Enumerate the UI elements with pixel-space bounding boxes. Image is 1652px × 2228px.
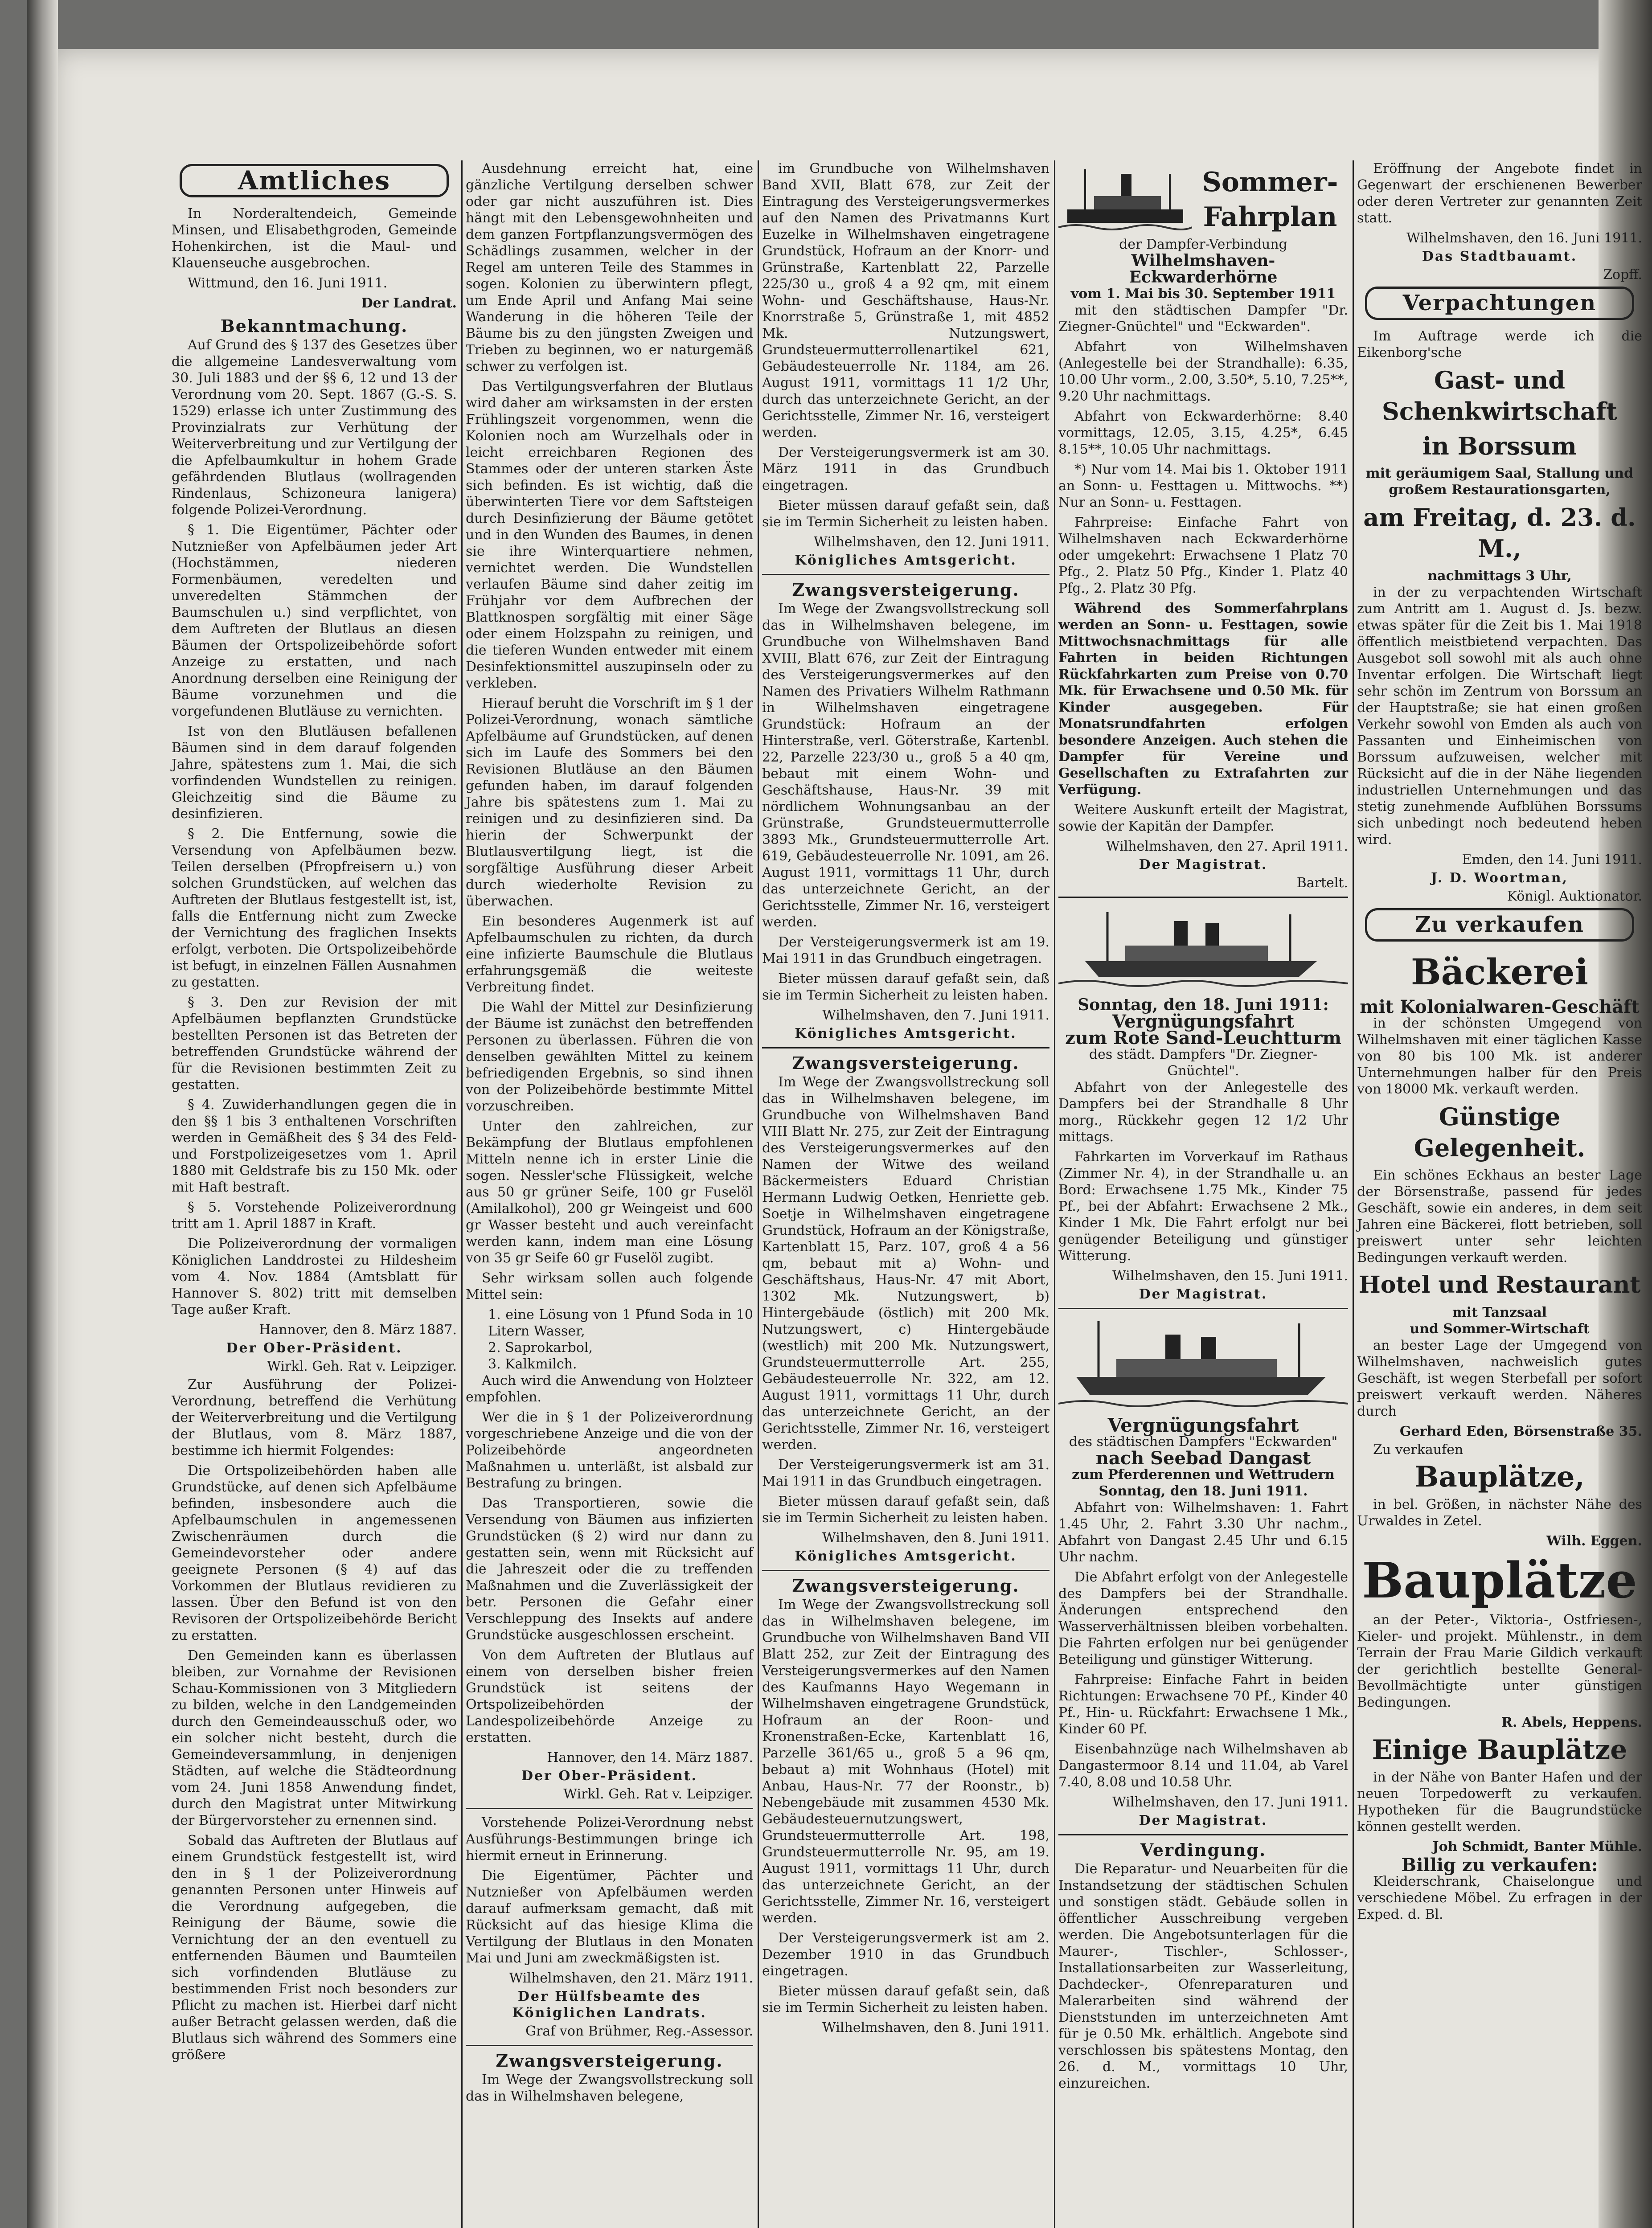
ad-headline: Gast- und Schenkwirtschaft	[1381, 366, 1618, 426]
excursion-date: Sonntag, den 18. Juni 1911:	[1078, 995, 1329, 1014]
list-item: 3. Kalkmilch.	[488, 1356, 577, 1372]
excursion-title: Vergnügungsfahrt	[1112, 1011, 1295, 1032]
notice-text: Auf Grund des § 137 des Gesetzes über die allgemeine Landesverwaltung vom 30. Juli 1883 und der §§ 6, 12 und 13 der Verordnung vom 20. Sept. 1867 (G.-S. S. 1529) erlasse ich unter Zustimmung des Provinzialrats zur Verhütung der Weiterverbreitung und zur Vertilgung der die Apfelbaumkultur in hohem Grade gefährdenden Blutlaus (wollragenden Rindenlaus, Schizoneura lanigera) folgende Polizei-Verordnung.	[172, 337, 457, 518]
place-date: Wilhelmshaven, den 17. Juni 1911.	[1112, 1794, 1348, 1810]
signature: Der Ober-Präsident.	[226, 1340, 402, 1356]
place-date: Hannover, den 8. März 1887.	[259, 1322, 457, 1338]
divider	[762, 574, 1049, 575]
signature: R. Abels, Heppens.	[1501, 1715, 1642, 1730]
excursion-destination: zum Rote Sand-Leuchtturm	[1065, 1028, 1341, 1048]
paragraph: Die Polizeiverordnung der vormaligen Königlichen Landdrostei zu Hildesheim vom 4. Nov. 1884 (Amtsblatt für Hannover S. 802) tritt mit demselben Tage außer Kraft.	[172, 1236, 457, 1318]
column-3	[762, 160, 1049, 2228]
steamship-illustration	[1058, 1315, 1348, 1413]
divider	[466, 2045, 753, 2046]
paragraph: Abfahrt von der Anlegestelle des Dampfers bei der Strandhalle 8 Uhr morg., Rückkehr gegen 12 1/2 Uhr mittags.	[1058, 1080, 1348, 1145]
section-header-verpachtungen: Verpachtungen	[1365, 287, 1634, 320]
column-rule	[1054, 160, 1055, 2228]
paragraph: Fahrpreise: Einfache Fahrt in beiden Richtungen: Erwachsene 70 Pf., Kinder 40 Pf., Hin- u. Rückfahrt: Erwachsene 1 Mk., Kinder 60 Pf.	[1058, 1672, 1348, 1737]
paragraph: Die Wahl der Mittel zur Desinfizierung der Bäume ist zunächst den betreffenden Personen zu überlassen. Führen die von denselben gewählten Mittel zu keinem befriedigenden Ergebnis, so sind ihnen von der Polizeibehörde bestimmte Mittel vorzuschreiben.	[466, 999, 753, 1114]
paragraph: im Grundbuche von Wilhelmshaven Band XVII, Blatt 678, zur Zeit der Eintragung des Versteigerungsvermerkes auf den Namen des Privatmanns Kurt Euzelke in Wilhelmshaven eingetragene Grundstück, Hofraum an der Knorr- und Grünstraße, Kartenblatt 22, Parzelle 225/30 u., groß 4 a 92 qm, mit einem Wohn- und Geschäftshause, Haus-Nr. Knorrstraße 5, Grünstraße 1, mit 4852 Mk. Nutzungswert, Grundsteuermutterrollenartikel 621, Gebäudesteuerrolle Nr. 1184, am 26. August 1911, vormittags 11 1/2 Uhr, durch das unterzeichnete Gericht, an der Gerichtsstelle, Zimmer Nr. 16, versteigert werden.	[762, 161, 1049, 440]
paragraph: Der Versteigerungsvermerk ist am 2. Dezember 1910 in das Grundbuch eingetragen.	[762, 1930, 1049, 1979]
list-item: 2. Saprokarbol,	[488, 1340, 593, 1356]
timetable-title-line2: Fahrplan	[1203, 201, 1337, 233]
divider	[1058, 1834, 1348, 1835]
paragraph: Ein schönes Eckhaus an bester Lage der Börsenstraße, passend für jedes Geschäft, sowie ein anderes, in dem seit Jahren eine Bäckerei, flott betrieben, soll preiswert unter sehr leichten Bedingungen verkauft werden.	[1357, 1167, 1642, 1266]
place-date: Wilhelmshaven, den 12. Juni 1911.	[813, 534, 1049, 550]
ad-subline: mit geräumigem Saal, Stallung und großem Restaurationsgarten,	[1365, 466, 1634, 498]
notice-heading: Zwangsversteigerung.	[496, 2051, 723, 2071]
paragraph: Die Ortspolizeibehörden haben alle Grundstücke, auf denen sich Apfelbäume befinden, insbesondere auch die Apfelbaumschulen in angemessenen Zwischenräumen durch die Gemeindevorsteher oder andere geeignete Personen (§ 4) auf das Vorkommen der Blutlaus revidieren zu lassen. Über den Befund ist von den Revisoren der Ortspolizeibehörde Bericht zu erstatten.	[172, 1463, 457, 1643]
ad-subline: mit Kolonialwaren-Geschäft	[1360, 996, 1640, 1017]
signature: Das Stadtbauamt.	[1422, 249, 1578, 264]
column-5	[1357, 160, 1642, 2228]
timetable-sub: der Dampfer-Verbindung	[1119, 237, 1287, 252]
signature: Der Hülfsbeamte des Königlichen Landrats.	[512, 1989, 707, 2021]
paragraph: § 3. Den zur Revision der mit Apfelbäumen bepflanzten Grundstücke bestellten Personen ist das Betreten der betreffenden Grundstücke während der für die Revisionen bestimmten Zeit zu gestatten.	[172, 995, 457, 1093]
divider	[762, 1047, 1049, 1048]
paragraph: Der Versteigerungsvermerk ist am 30. März 1911 in das Grundbuch eingetragen.	[762, 445, 1049, 493]
paragraph: Auch wird die Anwendung von Holzteer empfohlen.	[466, 1373, 753, 1405]
column-rule	[758, 160, 759, 2228]
place-date: Wilhelmshaven, den 8. Juni 1911.	[822, 1530, 1049, 1546]
signature: Wilh. Eggen.	[1546, 1533, 1642, 1549]
paragraph: mit den städtischen Dampfer "Dr. Ziegner-Gnüchtel" und "Eckwarden".	[1058, 303, 1348, 335]
ad-headline: Billig zu verkaufen:	[1401, 1855, 1598, 1876]
paragraph: Im Wege der Zwangsvollstreckung soll das in Wilhelmshaven belegene,	[466, 2072, 753, 2104]
signature: Joh Schmidt, Banter Mühle.	[1432, 1839, 1642, 1855]
signature: Gerhard Eden, Börsenstraße 35.	[1399, 1424, 1642, 1439]
ad-subline: und Sommer-Wirtschaft	[1410, 1321, 1590, 1337]
paragraph: Bieter müssen darauf gefaßt sein, daß sie im Termin Sicherheit zu leisten haben.	[762, 1983, 1049, 2015]
ad-headline: Bauplätze,	[1414, 1460, 1585, 1494]
paragraph: Im Wege der Zwangsvollstreckung soll das in Wilhelmshaven belegene, im Grundbuche von Wilhelmshaven Band XVIII, Blatt 676, zur Zeit der Eintragung des Versteigerungsvermerkes auf den Namen des Privatiers Wilhelm Rathmann in Wilhelmshaven eingetragene Grundstück: Hofraum an der Hinterstraße, verl. Göterstraße, Kartenbl. 22, Parzelle 223/30 u., groß 5 a 40 qm, bebaut mit einem Wohn- und Geschäftshause, Haus-Nr. 39 mit nördlichem Wohnungsanbau an der Grünstraße, Grundsteuermutterrolle 3893 Mk., Grundsteuermutterrolle Art. 619, Gebäudesteuerrolle Nr. 1091, am 26. August 1911, vormittags 11 Uhr, durch das unterzeichnete Gericht, an der Gerichtsstelle, Zimmer Nr. 16, versteigert werden.	[762, 601, 1049, 930]
paragraph: Zur Ausführung der Polizei-Verordnung, betreffend die Verhütung der Weiterverbreitung und die Vertilgung der Blutlaus, vom 8. März 1887, bestimme ich hiermit Folgendes:	[172, 1377, 457, 1458]
paragraph: Fahrkarten im Vorverkauf im Rathaus (Zimmer Nr. 4), in der Strandhalle u. an Bord: Erwachsene 1.75 Mk., Kinder 75 Pf., bei der Abfahrt: Erwachsene 2 Mk., Kinder 1 Mk. Die Fahrt erfolgt nur bei genügender Beteiligung und günstiger Witterung.	[1058, 1149, 1348, 1264]
notice-heading: Zwangsversteigerung.	[792, 1576, 1020, 1596]
paragraph: Sobald das Auftreten der Blutlaus auf einem Grundstück festgestellt ist, wird den in § 1 der Polizeiverordnung genannten Personen unter Hinweis auf die Verordnung aufgegeben, die Reinigung der Bäume, sowie die Vernichtung der an den eventuell zu entfernenden Bäumen und Baumteilen sich vorfindenden Blutläuse zu bestimmenden Frist noch besonders zur Pflicht zu machen ist. Hierbei darf nicht außer Betracht gelassen werden, daß die Blutlaus sich während des Sommers eine größere	[172, 1833, 457, 2063]
paragraph: § 5. Vorstehende Polizeiverordnung tritt am 1. April 1887 in Kraft.	[172, 1200, 457, 1232]
paragraph: Sehr wirksam sollen auch folgende Mittel sein:	[466, 1270, 753, 1302]
place-date: Hannover, den 14. März 1887.	[547, 1750, 753, 1765]
notice-heading: Zwangsversteigerung.	[792, 1053, 1020, 1073]
excursion-vessel: des städt. Dampfers "Dr. Ziegner-Gnüchtel".	[1089, 1047, 1318, 1079]
paragraph: Den Gemeinden kann es überlassen bleiben, zur Vornahme der Revisionen Schau-Kommissionen von 3 Mitgliedern zu bilden, welche in den Landgemeinden durch den Gemeindeausschuß oder, wo ein solcher nicht besteht, durch die Gemeindeversammlung, in denjenigen Städten, auf welche die Städteordnung vom 24. Juni 1858 Anwendung findet, durch den Magistrat unter Mitwirkung der Bürgervorsteher zu ernennen sind.	[172, 1648, 457, 1828]
signature-name: Wirkl. Geh. Rat v. Leipziger.	[267, 1359, 457, 1374]
paragraph: Bieter müssen darauf gefaßt sein, daß sie im Termin Sicherheit zu leisten haben.	[762, 1494, 1049, 1526]
notice-heading: Bekanntmachung.	[220, 316, 408, 336]
column-2	[466, 160, 753, 2228]
column-rule	[461, 160, 463, 2228]
paragraph: Abfahrt von: Wilhelmshaven: 1. Fahrt 1.45 Uhr, 2. Fahrt 3.30 Uhr nachm., Abfahrt von Dangast 2.45 Uhr und 6.15 Uhr nachm.	[1058, 1500, 1348, 1565]
ad-date: am Freitag, d. 23. d. M.,	[1363, 503, 1636, 563]
paragraph: Weitere Auskunft erteilt der Magistrat, sowie der Kapitän der Dampfer.	[1058, 802, 1348, 834]
paragraph: an bester Lage der Umgegend von Wilhelmshaven, nachweislich gutes Geschäft, ist wegen Sterbefall per sofort preiswert verkauft werden. Näheres durch	[1357, 1338, 1642, 1419]
signature: Der Ober-Präsident.	[521, 1768, 698, 1784]
remedy-list	[466, 1306, 753, 1372]
paragraph: Abfahrt von Wilhelmshaven (Anlegestelle bei der Strandhalle): 6.35, 10.00 Uhr vorm., 2.00, 3.50*, 5.10, 7.25**, 9.20 Uhr nachmittags.	[1058, 339, 1348, 404]
paragraph: Abfahrt von Eckwarderhörne: 8.40 vormittags, 12.05, 3.15, 4.25*, 6.45 8.15**, 10.05 Uhr nachmittags.	[1058, 409, 1348, 457]
divider	[1058, 1308, 1348, 1309]
excursion-title: Vergnügungsfahrt	[1107, 1414, 1299, 1436]
signature: Der Magistrat.	[1139, 1286, 1268, 1302]
ad-headline: Bauplätze	[1362, 1552, 1637, 1609]
newspaper-content	[172, 160, 1642, 2228]
paragraph: Im Wege der Zwangsvollstreckung soll das in Wilhelmshaven belegene, im Grundbuche von Wilhelmshaven Band VIII Blatt Nr. 275, zur Zeit der Eintragung des Versteigerungsvermerkes auf den Namen der Witwe des weiland Bäckermeisters Eduard Christian Hermann Ludwig Oetken, Henriette geb. Soetje in Wilhelmshaven eingetragene Grundstück, Hofraum an der Königstraße, Kartenblatt 15, Parz. 107, groß 4 a 56 qm, bebaut mit a) Wohn- und Geschäftshaus, Haus-Nr. 47 mit Abort, 1302 Mk. Nutzungswert, b) Hintergebäude (östlich) mit 200 Mk. Nutzungswert, c) Hintergebäude (westlich) mit 200 Mk. Nutzungswert, Grundsteuermutterrolle Art. 255, Gebäudesteuerrolle Nr. 322, am 12. August 1911, vormittags 11 Uhr, durch das unterzeichnete Gericht, an der Gerichtsstelle, Zimmer Nr. 16, versteigert werden.	[762, 1074, 1049, 1453]
signature: Königliches Amtsgericht.	[795, 1026, 1017, 1041]
steamship-icon	[1058, 160, 1192, 236]
signature-name: Wirkl. Geh. Rat v. Leipziger.	[563, 1786, 753, 1802]
ad-headline: Günstige Gelegenheit.	[1414, 1102, 1586, 1162]
excursion-vessel: des städtischen Dampfers "Eckwarden"	[1069, 1434, 1338, 1450]
paragraph: Bieter müssen darauf gefaßt sein, daß sie im Termin Sicherheit zu leisten haben.	[762, 498, 1049, 530]
notice-signature: Der Landrat.	[361, 295, 457, 311]
timetable-route: Wilhelmshaven-Eckwarderhörne	[1129, 251, 1278, 287]
ad-subline: mit Tanzsaal	[1452, 1305, 1547, 1320]
paragraph: in der Nähe von Banter Hafen und der neuen Torpedowerft zu verkaufen. Hypotheken für die Baugrundstücke können gestellt werden.	[1357, 1769, 1642, 1835]
divider	[1058, 897, 1348, 898]
paragraph: Das Vertilgungsverfahren der Blutlaus wird daher am wirksamsten in der ersten Frühlingszeit vorgenommen, wenn die Kolonien noch am Wurzelhals oder in leicht erreichbaren Regionen des Stammes oder der unteren starken Äste sich befinden. Es ist wichtig, daß die überwinterten Tiere vor dem Saftsteigen durch Desinfizierung der Bäume getötet und in den Wunden des Baumes, in denen sie ihre Winterquartiere nehmen, vernichtet werden. Die Wundstellen verlaufen Bäume sind daher zeitig im Frühjahr vor dem Aufbrechen der Blattknospen sorgfältig mit einer Säge oder einem Holzspahn zu reinigen, und die tieferen Wunden entweder mit einem Desinfektionsmittel auszupinseln oder zu verkleben.	[466, 379, 753, 691]
paragraph: Kleiderschrank, Chaiselongue und verschiedene Möbel. Zu erfragen in der Exped. d. Bl.	[1357, 1874, 1642, 1922]
place-date: Wilhelmshaven, den 27. April 1911.	[1106, 839, 1348, 854]
place-date: Wilhelmshaven, den 8. Juni 1911.	[822, 2020, 1049, 2036]
paragraph: Von dem Auftreten der Blutlaus auf einem von derselben bisher freien Grundstück ist seitens der Ortspolizeibehörden der Landespolizeibehörde Anzeige zu erstatten.	[466, 1647, 753, 1745]
signature-name: Bartelt.	[1296, 875, 1348, 891]
section-header-amtliches: Amtliches	[180, 164, 449, 197]
paragraph: Ein besonderes Augenmerk ist auf Apfelbaumschulen zu richten, da durch eine infizierte Baumschule die Blutlaus erfahrungsgemäß die weiteste Verbreitung findet.	[466, 913, 753, 995]
signature-name: Königl. Auktionator.	[1507, 889, 1642, 904]
signature: Der Magistrat.	[1139, 1813, 1268, 1828]
paragraph: Die Eigentümer, Pächter und Nutznießer von Apfelbäumen werden darauf aufmerksam gemacht, daß mit Rücksicht auf das hiesige Klima die Vertilgung der Blutlaus in den Monaten Mai und Juni am zweckmäßigsten ist.	[466, 1868, 753, 1966]
place-date: Emden, den 14. Juni 1911.	[1462, 852, 1642, 868]
paragraph: § 2. Die Entfernung, sowie die Versendung von Apfelbäumen bezw. Teilen derselben (Pfropfreisern u.) von solchen Grundstücken, auf welchen das Auftreten der Blutlaus festgestellt ist, ist, falls die Entfernung nicht zum Zwecke der Vernichtung des fraglichen Insekts erfolgt, verboten. Die Ortspolizeibehörde ist befugt, in einzelnen Fällen Ausnahmen zu gestatten.	[172, 826, 457, 990]
notice-text: In Norderaltendeich, Gemeinde Minsen, und Elisabethgroden, Gemeinde Hohenkirchen, ist die Maul- und Klauenseuche ausgebrochen.	[172, 206, 457, 271]
signature: J. D. Woortman,	[1431, 870, 1568, 886]
excursion-date: Sonntag, den 18. Juni 1911.	[1099, 1483, 1308, 1499]
notice-place: Wittmund, den 16. Juni 1911.	[188, 275, 388, 291]
signature: Königliches Amtsgericht.	[795, 553, 1017, 568]
paragraph: Im Wege der Zwangsvollstreckung soll das in Wilhelmshaven belegene, im Grundbuche von Wilhelmshaven Band VII Blatt 252, zur Zeit der Eintragung des Versteigerungsvermerkes auf den Namen des Kaufmanns Hayo Wegemann in Wilhelmshaven eingetragene Grundstück, Hofraum an der Roon- und Kronenstraßen-Ecke, Kartenblatt 16, Parzelle 361/65 u., groß 5 a 96 qm, bebaut a) mit Wohnhaus (Hotel) mit Anbau, Haus-Nr. 77 der Roonstr., b) Nebengebäude mit zusammen 4530 Mk. Gebäudesteuernutzungswert, Grundsteuermutterrolle Art. 198, Grundsteuermutterrolle Nr. 95, am 19. August 1911, vormittags 11 Uhr, durch das unterzeichnete Gericht, an der Gerichtsstelle, Zimmer Nr. 16, versteigert werden.	[762, 1597, 1049, 1926]
notice-heading: Verdingung.	[1140, 1840, 1267, 1860]
binding-spine	[27, 0, 58, 2228]
paragraph: *) Nur vom 14. Mai bis 1. Oktober 1911 an Sonn- u. Festtagen u. Mittwochs. **) Nur an Sonn- u. Festtagen.	[1058, 462, 1348, 510]
ad-time: nachmittags 3 Uhr,	[1427, 568, 1572, 584]
excursion-destination: nach Seebad Dangast	[1095, 1448, 1311, 1469]
timetable-header	[1058, 160, 1348, 236]
paragraph: Ausdehnung erreicht hat, eine gänzliche Vertilgung derselben schwer oder gar nicht auszuführen ist. Dies hängt mit den Lebensgewohnheiten und dem ganzen Fortpflanzungsvermögen des Schädlings zusammen, welcher in der Regel am unteren Teile des Stammes in sogen. Kolonien zu überwintern pflegt, um Ende April und Anfang Mai seine Wanderung in die höheren Teile der Bäume bis zu den jüngsten Zweigen und Trieben zu beginnen, wo er naturgemäß schwer zu verfolgen ist.	[466, 161, 753, 374]
timetable-dates: vom 1. Mai bis 30. September 1911	[1070, 286, 1336, 302]
paragraph: Die Reparatur- und Neuarbeiten für die Instandsetzung der städtischen Schulen und sonstigen städt. Gebäude sollen in öffentlicher Ausschreibung vergeben werden. Die Angebotsunterlagen für die Maurer-, Tischler-, Schlosser-, Installationsarbeiten zur Wasserleitung, Dachdecker-, Ofenreparaturen und Malerarbeiten sind während der Dienststunden im unterzeichneten Amt für je 0.50 Mk. erhältlich. Angebote sind verschlossen bis spätestens Montag, den 26. d. M., vormittags 10 Uhr, einzureichen.	[1058, 1861, 1348, 2091]
paragraph: Wer die in § 1 der Polizeiverordnung vorgeschriebene Anzeige und die von der Polizeibehörde angeordneten Maßnahmen u. unterläßt, ist alsbald zur Bestrafung zu bringen.	[466, 1409, 753, 1491]
column-1	[172, 160, 457, 2228]
ad-headline: Bäckerei	[1411, 951, 1588, 993]
signature: Der Magistrat.	[1139, 857, 1268, 872]
paragraph: Eröffnung der Angebote findet in Gegenwart der erschienenen Bewerber oder deren Vertreter zur genannten Zeit statt.	[1357, 161, 1642, 226]
paragraph: § 1. Die Eigentümer, Pächter oder Nutznießer von Apfelbäumen jeder Art (Hochstämmen, niederen Formenbäumen, veredelten und unveredelten Stämmchen der Baumschulen u.) sind verpflichtet, von dem Auftreten der Blutlaus an diesen Bäumen der Ortspolizeibehörde sofort Anzeige zu erstatten, und nach Anordnung derselben eine Reinigung der Bäume vorzunehmen und die vorgefundenen Blutläuse zu vernichten.	[172, 522, 457, 719]
ad-headline: Einige Bauplätze	[1372, 1734, 1627, 1765]
place-date: Wilhelmshaven, den 15. Juni 1911.	[1112, 1268, 1348, 1284]
paragraph: Das Transportieren, sowie die Versendung von Bäumen aus infizierten Grundstücken (§ 2) wird nur dann zu gestatten sein, wenn mit Rücksicht auf die Jahreszeit oder die zu treffenden Maßnahmen und die Zuverlässigkeit der betr. Personen die Gefahr einer Verschleppung des Insekts auf andere Grundstücke ausgeschlossen erscheint.	[466, 1495, 753, 1643]
divider	[762, 1570, 1049, 1571]
notice-heading: Zwangsversteigerung.	[792, 580, 1020, 600]
place-date: Wilhelmshaven, den 16. Juni 1911.	[1406, 230, 1642, 246]
signature: Königliches Amtsgericht.	[795, 1548, 1017, 1564]
section-header-zu-verkaufen: Zu verkaufen	[1365, 908, 1634, 942]
timetable-title-line1: Sommer-	[1202, 167, 1338, 198]
paragraph: Im Auftrage werde ich die Eikenborg'sche	[1357, 328, 1642, 360]
paragraph: an der Peter-, Viktoria-, Ostfriesen-, Kieler- und projekt. Mühlenstr., in dem Terrain der Frau Marie Gildich verkauft der gerichtlich bestellte General-Bevollmächtigte unter günstigen Bedingungen.	[1357, 1612, 1642, 1710]
signature-name: Zopff.	[1603, 267, 1642, 283]
paragraph: Eisenbahnzüge nach Wilhelmshaven ab Dangastermoor 8.14 und 11.04, ab Varel 7.40, 8.08 und 10.58 Uhr.	[1058, 1741, 1348, 1790]
paragraph: Unter den zahlreichen, zur Bekämpfung der Blutlaus empfohlenen Mitteln nenne ich in erster Linie die sogen. Nessler'sche Flüssigkeit, welche aus 50 gr grüner Seife, 100 gr Fuselöl (Amilalkohol), 200 gr Weingeist und 600 gr Wasser besteht und auch vereinfacht werden kann, indem man eine Lösung von 35 gr Seife 60 gr Fuselöl zugibt.	[466, 1118, 753, 1266]
paragraph: § 4. Zuwiderhandlungen gegen die in den §§ 1 bis 3 enthaltenen Vorschriften werden in Gemäßheit des § 34 des Feld- und Forstpolizeigesetzes vom 1. April 1880 mit Geldstrafe bis zu 150 Mk. oder mit Haft bestraft.	[172, 1097, 457, 1195]
paragraph: Ist von den Blutläusen befallenen Bäumen sind in dem darauf folgenden Jahre, spätestens zum 1. Mai, die sich vorfindenden Wundstellen zu reinigen. Gleichzeitig sind die Bäume zu desinfizieren.	[172, 724, 457, 822]
steamship-illustration	[1058, 903, 1348, 992]
paragraph: in der schönsten Umgegend von Wilhelmshaven mit einer täglichen Kasse von 80 bis 100 Mk. ist anderer Unternehmungen halber für den Preis von 18000 Mk. verkauft werden.	[1357, 1016, 1642, 1097]
paragraph: Fahrpreise: Einfache Fahrt von Wilhelmshaven nach Eckwarderhörne oder umgekehrt: Erwachsene 1 Platz 70 Pfg., 2. Platz 50 Pfg., Kinder 1. Platz 40 Pfg., 2. Platz 30 Pfg.	[1058, 515, 1348, 596]
ad-headline: Hotel und Restaurant	[1358, 1271, 1641, 1298]
paragraph: Zu verkaufen	[1373, 1442, 1463, 1458]
paragraph: in bel. Größen, in nächster Nähe des Urwaldes in Zetel.	[1357, 1497, 1642, 1529]
column-4	[1058, 160, 1348, 2228]
timetable-title	[1192, 163, 1348, 236]
place-date: Wilhelmshaven, den 21. März 1911.	[509, 1970, 753, 1986]
divider	[466, 1808, 753, 1809]
signature-name: Graf von Brühmer, Reg.-Assessor.	[525, 2023, 753, 2039]
paragraph: Der Versteigerungsvermerk ist am 31. Mai 1911 in das Grundbuch eingetragen.	[762, 1457, 1049, 1489]
ad-headline: in Borssum	[1422, 432, 1577, 460]
list-item: 1. eine Lösung von 1 Pfund Soda in 10 Litern Wasser,	[488, 1307, 753, 1339]
paragraph: in der zu verpachtenden Wirtschaft zum Antritt am 1. August d. Js. bezw. etwas später für die Zeit bis 1. Mai 1918 öffentlich meistbietend verpachten. Das Ausgebot soll sowohl mit als auch ohne Inventar erfolgen. Die Wirtschaft liegt sehr schön im Zentrum von Borssum an der Hauptstraße; sie hat einen großen Verkehr sowohl von Emden als auch von Passanten und Einheimischen von Borssum aufzuweisen, welcher mit Rücksicht auf die in der Nähe liegenden industriellen Unternehmungen und das stetig zunehmende Aufblühen Borssums sich unbedingt noch bedeutend heben wird.	[1357, 585, 1642, 848]
place-date: Wilhelmshaven, den 7. Juni 1911.	[822, 1008, 1049, 1023]
paragraph: Während des Sommerfahrplans werden an Sonn- u. Festtagen, sowie Mittwochsnachmittags für alle Fahrten in beiden Richtungen Rückfahrkarten zum Preise von 0.70 Mk. für Erwachsene und 0.50 Mk. für Kinder ausgegeben. Für Monatsrundfahrten erfolgen besondere Anzeigen. Auch stehen die Dampfer für Vereine und Gesellschaften zu Extrafahrten zur Verfügung.	[1058, 601, 1348, 798]
column-rule	[1353, 160, 1354, 2228]
paragraph: Der Versteigerungsvermerk ist am 19. Mai 1911 in das Grundbuch eingetragen.	[762, 934, 1049, 967]
excursion-event: zum Pferderennen und Wettrudern	[1072, 1467, 1335, 1483]
paragraph: Bieter müssen darauf gefaßt sein, daß sie im Termin Sicherheit zu leisten haben.	[762, 971, 1049, 1003]
paragraph: Die Abfahrt erfolgt von der Anlegestelle des Dampfers bei der Strandhalle. Änderungen entsprechend den Wasserverhältnissen bleiben vorbehalten. Die Fahrten erfolgen nur bei genügender Beteiligung und günstiger Witterung.	[1058, 1569, 1348, 1667]
paragraph: Vorstehende Polizei-Verordnung nebst Ausführungs-Bestimmungen bringe ich hiermit erneut in Erinnerung.	[466, 1815, 753, 1863]
paragraph: Hierauf beruht die Vorschrift im § 1 der Polizei-Verordnung, wonach sämtliche Apfelbäume auf Grundstücken, auf denen sich im Laufe des Sommers bei den Revisionen Blutläuse an den Bäumen gefunden haben, im darauf folgenden Jahre bis spätestens zum 1. Mai zu reinigen und zu desinfizieren sind. Da hierin der Schwerpunkt der Blutlausvertilgung liegt, ist die sorgfältige Ausführung dieser Arbeit durch wiederholte Revision zu überwachen.	[466, 696, 753, 909]
